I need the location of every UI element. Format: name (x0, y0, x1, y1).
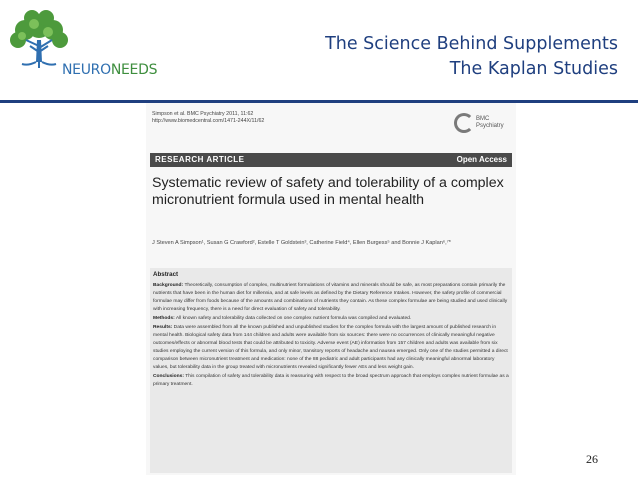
section-text: All known safety and tolerability data collected on one complex nutrient formula was compiled and evaluated. (174, 316, 412, 321)
bmc-logo-icon (454, 113, 474, 133)
brand-name (62, 62, 157, 78)
section-text: This compilation of safety and tolerability data is reassuring with respect to the broad spectrum approach that employs complex nutrient formulae as a primary treatment. (153, 374, 509, 387)
abstract-section (153, 324, 509, 372)
paper-excerpt (146, 103, 516, 475)
journal-line-2: Psychiatry (476, 123, 504, 129)
paper-title: Systematic review of safety and tolerability of a complex micronutrient formula used in mental health (152, 175, 504, 208)
section-text: Data were assembled from all the known published and unpublished studies for the complex formula with the largest amount of published research in mental health. Biological safety data from 144 children and adults were available from six sources: there were no occurrences of clinically meaningful negative outcomes/effects or abnormal blood tests that could be attributed to toxicity. Adverse event (AE) information from 157 children and adults was available from six studies employing the current version of this formula, and only minor, transitory reports of headache and nausea emerged. Only one of the studies permitted a direct comparison between micronutrient treatment and medication: none of the 88 pediatric and adult participants had any clinically meaningful abnormal laboratory values, but tolerability data in the group treated with micronutrients revealed significantly fewer AEs and less weight gain. (153, 325, 508, 370)
page-number: 26 (586, 452, 598, 466)
article-type-bar (150, 153, 512, 167)
paper-citation (152, 111, 264, 125)
section-label: Background: (153, 283, 184, 288)
article-type: RESEARCH ARTICLE (155, 155, 245, 164)
brand-part-1: NEURO (62, 62, 111, 78)
bmc-logo (454, 111, 510, 139)
citation-line-2: http://www.biomedcentral.com/1471-244X/11/62 (152, 118, 265, 124)
slide-title (325, 32, 618, 82)
tree-logo-icon (8, 6, 70, 84)
title-line-1: The Science Behind Supplements (325, 34, 618, 54)
abstract-body (153, 282, 509, 390)
abstract-section (153, 282, 509, 314)
section-label: Methods: (153, 316, 175, 321)
section-text: Theoretically, consumption of complex, multinutrient formulations of vitamins and minerals should be safe, as most preparations contain primarily the nutrients that have been in the human diet for millennia, and at safe levels as defined by the Dietary Reference Intakes. However, the safety profile of commercial formulae may differ from foods because of the amounts and combinations of nutrients they contain. As these complex formulae are being studied and used clinically with increasing frequency, there is a need for direct evaluation of safety and tolerability. (153, 283, 508, 312)
citation-line-1: Simpson et al. BMC Psychiatry 2011, 11:62 (152, 111, 254, 117)
paper-authors: J Steven A Simpson¹, Susan G Crawford², Estelle T Goldstein³, Catherine Field⁴, Ellen Burgess⁵ and Bonnie J Kaplan⁶,⁷* (152, 240, 451, 246)
open-access-label: Open Access (456, 155, 507, 164)
neuroneeds-logo (8, 6, 178, 92)
section-label: Results: (153, 325, 173, 331)
abstract-box (150, 268, 512, 473)
brand-part-2: NEEDS (110, 62, 158, 78)
abstract-section (153, 373, 509, 389)
title-line-2: The Kaplan Studies (449, 59, 618, 79)
journal-line-1: BMC (476, 116, 490, 122)
abstract-section (153, 315, 509, 323)
abstract-heading: Abstract (153, 271, 179, 278)
section-label: Conclusions: (153, 374, 184, 380)
journal-name (476, 116, 504, 130)
